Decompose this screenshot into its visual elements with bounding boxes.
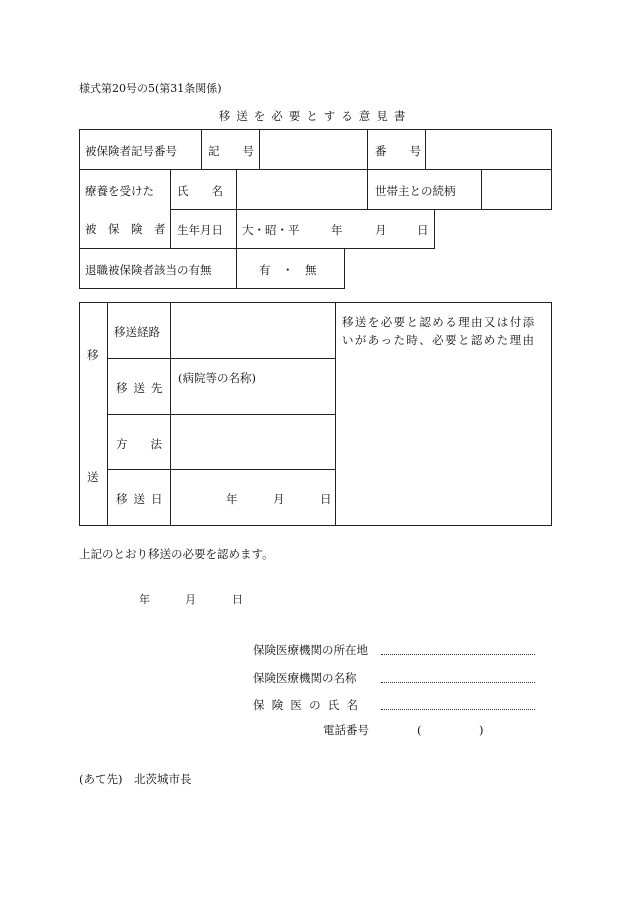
transport-side-label-bottom: 送 — [87, 470, 99, 484]
destination-field[interactable] — [170, 358, 336, 415]
number-field[interactable] — [425, 129, 552, 170]
institution-name-line[interactable] — [381, 682, 535, 683]
method-label: 方 法 — [116, 437, 162, 451]
birth-month-label: 月 — [375, 223, 387, 237]
phone-field[interactable]: ( ) — [417, 723, 484, 737]
retiree-label: 退職被保険者該当の有無 — [85, 263, 212, 277]
route-label: 移送経路 — [114, 325, 160, 339]
reason-text-line1: 移送を必要と認める理由又は付添 — [342, 315, 536, 329]
number-label-cell — [367, 129, 426, 170]
birthdate-label-cell — [170, 209, 237, 249]
transport-date-field[interactable] — [170, 469, 336, 526]
form-number-label: 様式第20号の5(第31条関係) — [79, 82, 222, 95]
symbol-field[interactable] — [259, 129, 368, 170]
insured-number-label: 被保険者記号番号 — [85, 144, 177, 158]
institution-address-line[interactable] — [381, 654, 535, 655]
relation-label-cell — [367, 169, 482, 210]
patient-label-cell-bottom — [79, 209, 171, 249]
cert-month-label: 月 — [185, 593, 196, 606]
doctor-name-line[interactable] — [381, 709, 535, 710]
doctor-name-label: 保険医の氏名 — [253, 698, 366, 712]
certification-statement: 上記のとおり移送の必要を認めます。 — [79, 547, 274, 561]
destination-label: 移送先 — [116, 381, 169, 395]
date-label-cell — [107, 469, 171, 526]
institution-address-label: 保険医療機関の所在地 — [253, 643, 368, 657]
patient-label-top: 療養を受けた — [85, 184, 154, 198]
transport-month-label: 月 — [273, 492, 285, 506]
institution-name-label: 保険医療機関の名称 — [253, 671, 357, 685]
method-field[interactable] — [170, 414, 336, 470]
era-options: 大・昭・平 — [242, 223, 300, 237]
symbol-label: 記 号 — [208, 144, 254, 158]
transport-day-label: 日 — [320, 492, 332, 506]
document-title: 移送を必要とする意見書 — [218, 109, 412, 123]
relation-field[interactable] — [481, 169, 552, 210]
birth-year-label: 年 — [331, 223, 343, 237]
transport-side-label-top: 移 — [87, 348, 99, 362]
addressee: (あて先) 北茨城市長 — [79, 772, 192, 786]
number-label: 番 号 — [375, 144, 421, 158]
retiree-options: 有 ・ 無 — [259, 263, 317, 277]
retiree-label-cell — [79, 248, 237, 289]
route-field[interactable] — [170, 302, 336, 359]
insured-number-label-cell — [79, 129, 202, 170]
reason-field[interactable] — [335, 302, 552, 526]
reason-text-line2: いがあった時、必要と認めた理由 — [342, 333, 536, 347]
name-field[interactable] — [236, 169, 368, 210]
retiree-option-cell[interactable] — [236, 248, 345, 289]
cert-year-label: 年 — [139, 593, 150, 606]
route-label-cell — [107, 302, 171, 359]
method-label-cell — [107, 414, 171, 470]
patient-label-cell-top — [79, 169, 171, 210]
relation-label: 世帯主との続柄 — [375, 184, 456, 198]
destination-note: (病院等の名称) — [178, 371, 256, 385]
destination-label-cell — [107, 358, 171, 415]
transport-side-cell — [79, 302, 108, 526]
birthdate-label: 生年月日 — [177, 223, 223, 237]
phone-label: 電話番号 — [323, 723, 369, 737]
transport-year-label: 年 — [226, 492, 238, 506]
birthdate-field[interactable] — [236, 209, 435, 249]
transport-date-label: 移送日 — [116, 492, 169, 506]
name-label: 氏 名 — [177, 184, 223, 198]
symbol-label-cell — [201, 129, 260, 170]
birth-day-label: 日 — [417, 223, 429, 237]
patient-label-bottom: 被 保 険 者 — [85, 222, 166, 236]
name-label-cell — [170, 169, 237, 210]
cert-day-label: 日 — [232, 593, 243, 606]
